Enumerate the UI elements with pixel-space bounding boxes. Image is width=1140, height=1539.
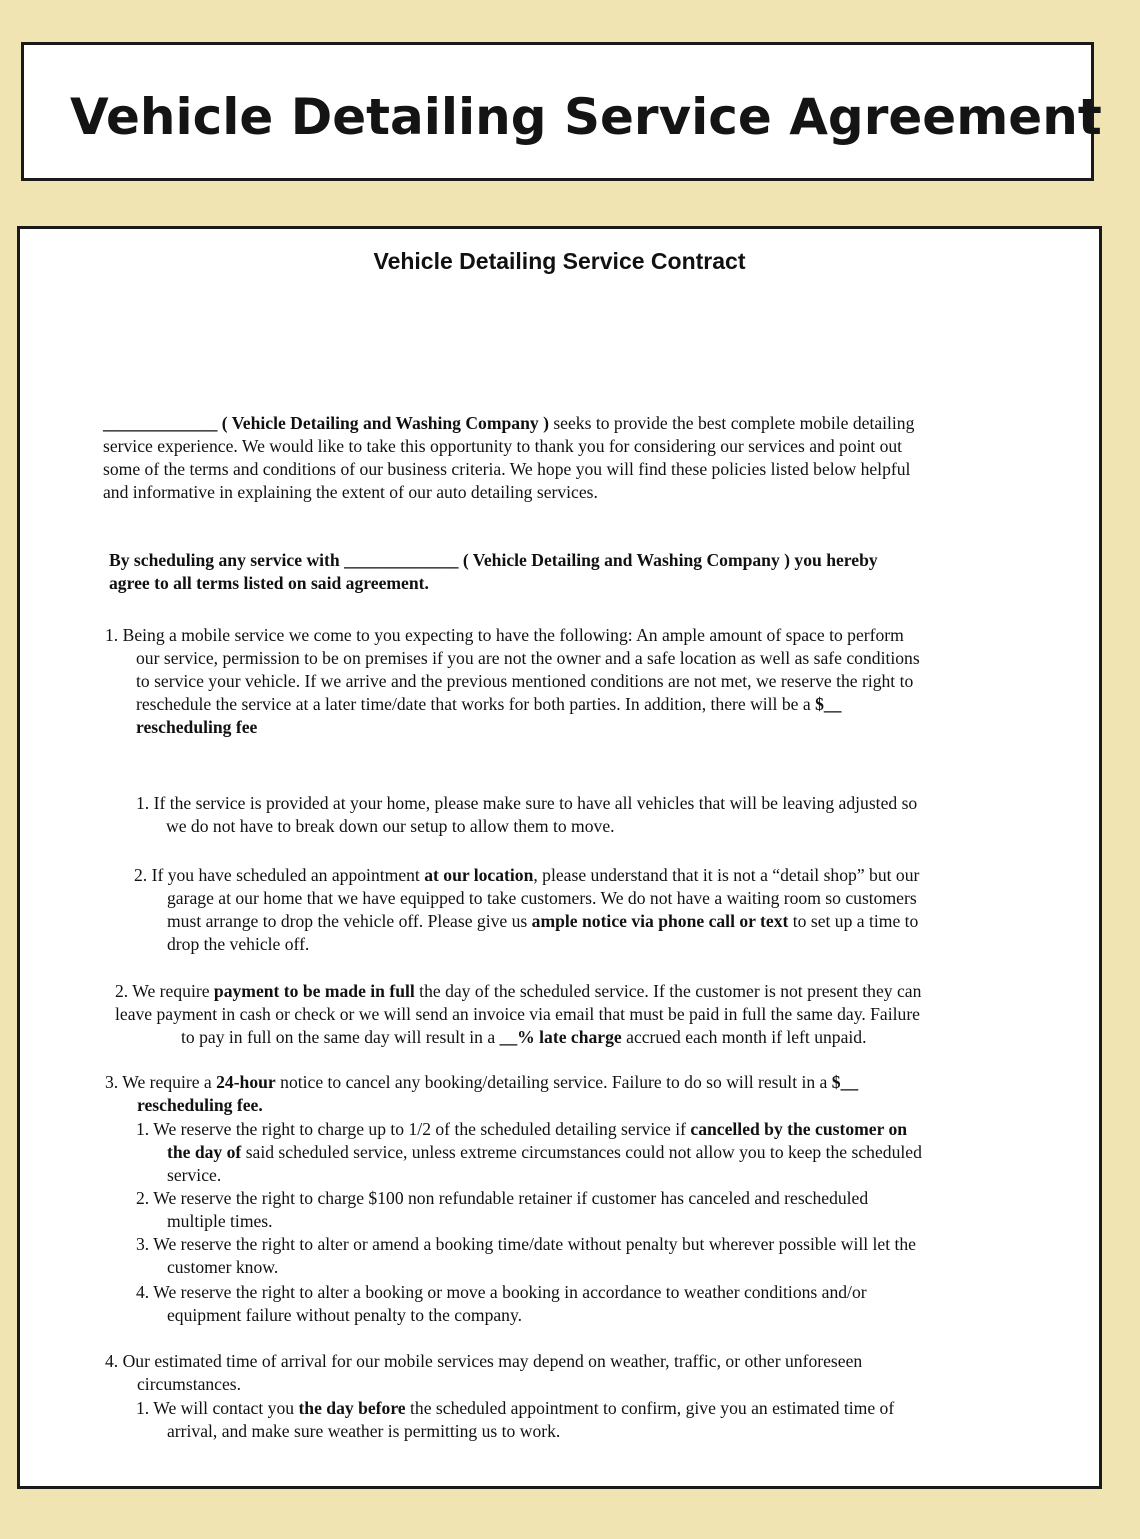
term-line: rescheduling fee. bbox=[137, 1095, 263, 1115]
term-line: 1. We will contact you the day before the scheduled appointment to confirm, give you an estimated time of bbox=[136, 1398, 895, 1418]
document-title: Vehicle Detailing Service Agreement bbox=[70, 88, 1102, 146]
notice-line: By scheduling any service with _____________ ( Vehicle Detailing and Washing Company ) you hereby bbox=[109, 550, 878, 570]
notice-line: agree to all terms listed on said agreement. bbox=[109, 573, 429, 593]
term-line: must arrange to drop the vehicle off. Please give us ample notice via phone call or text to set up a time to bbox=[167, 911, 919, 931]
title-banner bbox=[21, 42, 1102, 181]
term-line: multiple times. bbox=[167, 1211, 273, 1231]
term-line: 2. We reserve the right to charge $100 non refundable retainer if customer has canceled and rescheduled bbox=[136, 1188, 869, 1208]
term-line: to pay in full on the same day will result in a __% late charge accrued each month if left unpaid. bbox=[181, 1027, 867, 1047]
contract-title: Vehicle Detailing Service Contract bbox=[373, 248, 746, 274]
term-line: we do not have to break down our setup to allow them to move. bbox=[166, 816, 615, 836]
term-line: service. bbox=[167, 1165, 222, 1185]
term-line: 3. We reserve the right to alter or amend a booking time/date without penalty but wherever possible will let the bbox=[136, 1234, 916, 1254]
contract-sheet bbox=[17, 226, 1102, 1489]
term-line: reschedule the service at a later time/date that works for both parties. In addition, there will be a $__ bbox=[136, 694, 842, 714]
term-line: leave payment in cash or check or we will send an invoice via email that must be paid in full the same day. Failure bbox=[115, 1004, 920, 1024]
term-line: customer know. bbox=[167, 1257, 279, 1277]
intro-line: and informative in explaining the extent of our auto detailing services. bbox=[103, 482, 598, 502]
term-line: circumstances. bbox=[137, 1374, 242, 1394]
term-line: rescheduling fee bbox=[136, 717, 258, 737]
term-line: garage at our home that we have equipped to take customers. We do not have a waiting room so customers bbox=[167, 888, 917, 908]
term-line: 3. We require a 24-hour notice to cancel any booking/detailing service. Failure to do so will result in a $__ bbox=[105, 1072, 859, 1092]
term-line: 2. If you have scheduled an appointment at our location, please understand that it is not a “detail shop” but our bbox=[134, 865, 920, 885]
term-line: 1. We reserve the right to charge up to 1/2 of the scheduled detailing service if cancelled by the customer on bbox=[136, 1119, 908, 1139]
term-line: 2. We require payment to be made in full the day of the scheduled service. If the customer is not present they can bbox=[115, 981, 922, 1001]
intro-line: _____________ ( Vehicle Detailing and Washing Company ) seeks to provide the best complete mobile detailing bbox=[103, 413, 915, 433]
intro-line: service experience. We would like to take this opportunity to thank you for considering our services and point out bbox=[103, 436, 903, 456]
term-line: the day of said scheduled service, unless extreme circumstances could not allow you to keep the scheduled bbox=[167, 1142, 922, 1162]
term-line: 4. Our estimated time of arrival for our mobile services may depend on weather, traffic, or other unforeseen bbox=[105, 1351, 863, 1371]
term-line: to service your vehicle. If we arrive and the previous mentioned conditions are not met, we reserve the right to bbox=[136, 671, 914, 691]
intro-line: some of the terms and conditions of our business criteria. We hope you will find these policies listed below helpful bbox=[103, 459, 911, 479]
term-line: 1. Being a mobile service we come to you expecting to have the following: An ample amount of space to perform bbox=[105, 625, 904, 645]
term-line: 1. If the service is provided at your home, please make sure to have all vehicles that will be leaving adjusted so bbox=[136, 793, 918, 813]
term-line: 4. We reserve the right to alter a booking or move a booking in accordance to weather conditions and/or bbox=[136, 1282, 867, 1302]
term-line: equipment failure without penalty to the company. bbox=[167, 1305, 523, 1325]
term-line: arrival, and make sure weather is permitting us to work. bbox=[167, 1421, 561, 1441]
term-line: our service, permission to be on premises if you are not the owner and a safe location as well as safe conditions bbox=[136, 648, 920, 668]
term-line: drop the vehicle off. bbox=[167, 934, 310, 954]
